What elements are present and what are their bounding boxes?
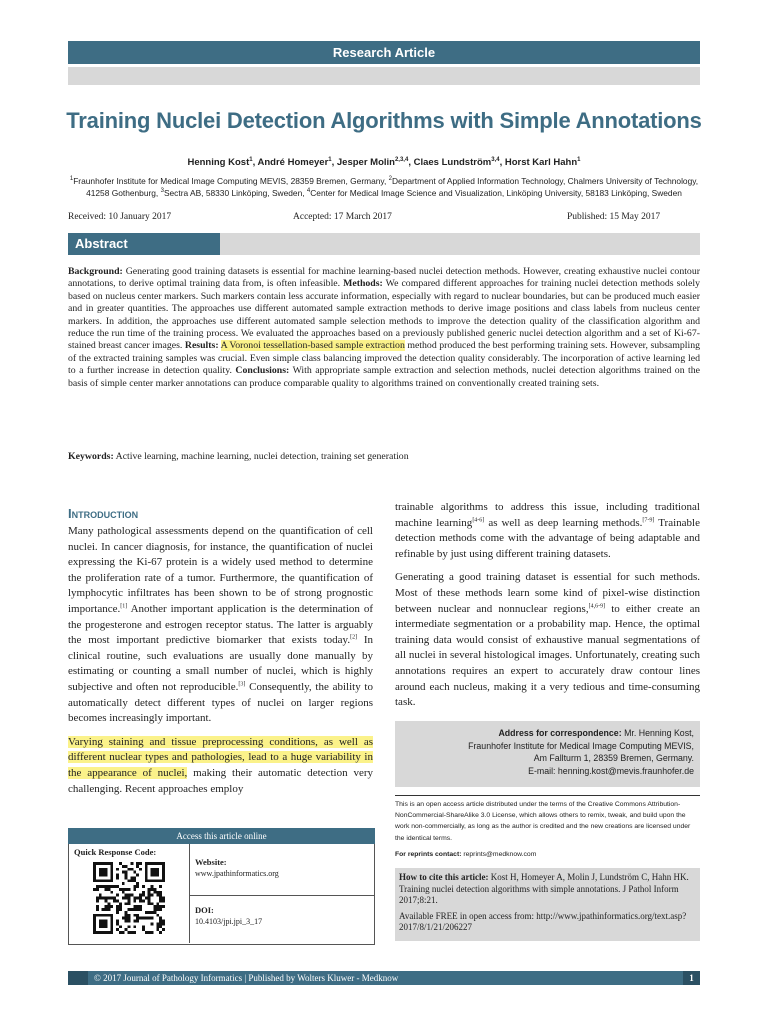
reprints-email-link[interactable]: reprints@medknow.com xyxy=(461,851,537,858)
open-access-link[interactable]: Available FREE in open access from: http://www.jpathinformatics.org/text.asp?2017/8/1/21/206227 xyxy=(399,910,687,932)
doi-link[interactable]: 10.4103/jpi.jpi_3_17 xyxy=(195,917,263,926)
article-type-banner: Research Article xyxy=(68,41,700,64)
citation-link[interactable]: [3] xyxy=(238,681,246,688)
author-name: Claes Lundström xyxy=(413,157,492,168)
website-link[interactable]: www.jpathinformatics.org xyxy=(195,869,279,878)
header-gray-strip xyxy=(68,67,700,85)
affiliations: $^1$Fraunhofer Institute for Medical Image Computing MEVIS, 28359 Bremen, Germany, $^2$Department of Applied Information Technology, Chalmers University of Technology, 41258 Gothenburg, $^3$Sectra AB, 58330 Linköping, Sweden, $^4$Center for Medical Image Science and Visualization, Linköping University, 58183 Linköping, Sweden xyxy=(69,176,699,198)
footer-left-block xyxy=(68,971,88,985)
author-name: Horst Karl Hahn xyxy=(504,157,578,168)
highlight: Varying staining and tissue preprocessing conditions, as well as different nuclear types and pathologies, lead to a huge variability in the appearance of nuclei, xyxy=(68,735,373,779)
citation-link[interactable]: [2] xyxy=(350,634,358,641)
license-text: This is an open access article distributed under the terms of the Creative Commons Attribution-NonCommercial-ShareAlike 3.0 License, which allows others to remix, tweak, and build upon the work non-commercially, as long as the author is credited and the new creations are licensed under the identical terms. xyxy=(395,801,691,842)
doi-label: DOI: xyxy=(195,905,214,915)
author-list: Henning Kost$^1$, André Homeyer$^1$, Jesper Molin$^{2,3,4}$, Claes Lundström$^{3,4}$, Horst Karl Hahn$^1$ xyxy=(187,156,581,168)
citation-link[interactable]: [1] xyxy=(120,603,128,610)
abstract-body: Background: Generating good training datasets is essential for machine learning-based nuclei detection methods. However, creating exhaustive nuclei contour annotations, to derive optimal training data from, is often infeasible. Methods: We compared different approaches for training nuclei detection methods solely based on nucleus center markers. Such markers contain less accurate information, especially with regard to nuclear boundaries, but can be produced much easier and in greater quantities. The approaches use different automated sample extraction methods to derive image positions and class labels from nucleus center markers. In addition, the approaches use different automated sample selection methods to improve the detection quality of the classification algorithm and reduce the run time of the training process. We evaluated the approaches based on a previously published generic nuclei detection algorithm and a set of Ki-67-stained breast cancer images. Results: A Voronoi tessellation-based sample extraction method produced the best performing training sets. However, subsampling of the extracted training samples was crucial. Even simple class balancing improved the detection quality considerably. The incorporation of active learning led to a further increase in detection quality. Conclusions: With appropriate sample extraction and selection methods, nuclei detection algorithms trained on the basis of simple center marker annotations can produce comparable quality to algorithms trained on conventionally created training sets. xyxy=(68,266,701,389)
article-title: Training Nuclei Detection Algorithms with Simple Annotations xyxy=(66,108,702,133)
highlight: A Voronoi tessellation-based sample extraction xyxy=(220,340,405,352)
citation-link[interactable]: [4,6-9] xyxy=(588,602,606,609)
qr-code-icon[interactable] xyxy=(93,862,165,934)
section-heading-introduction: Introduction xyxy=(68,506,139,521)
left-column xyxy=(68,524,373,797)
paragraph: Generating a good training dataset is essential for such methods. Most of these methods learn some kind of pixel-wise distinction between nuclear and nonnuclear regions,[4,6-9] to either create an intermediate segmentation or a probability map. Hence, the optimal training data would consist of exhaustive manual segmentations of all nuclei in several histological images. Unfortunately, creating such annotations requires an expert to accurately draw contour lines around each nucleus, making it a very tedious and time-consuming task. xyxy=(395,571,700,709)
reprints-contact: For reprints contact: reprints@medknow.com xyxy=(395,851,537,858)
website-label: Website: xyxy=(195,857,227,867)
paragraph: Varying staining and tissue preprocessing conditions, as well as different nuclear types and pathologies, lead to a huge variability in the appearance of nuclei, making their automatic detection very challenging. Recent approaches employ xyxy=(68,735,373,795)
citation-link[interactable]: [7-9] xyxy=(642,516,655,523)
citation-text: How to cite this article: Kost H, Homeyer A, Molin J, Lundström C, Hahn HK. Training nuclei detection algorithms with simple annotations. J Pathol Inform 2017;8:21. Available FREE in open access from: http://www.jpathinformatics.org/text.asp?2017/8/1/21/206227 xyxy=(399,872,696,934)
abstract-gray-strip xyxy=(220,233,700,255)
access-heading: Access this article online xyxy=(68,828,375,844)
page-number: 1 xyxy=(683,971,700,985)
received-date: Received: 10 January 2017 xyxy=(68,212,172,222)
qr-label: Quick Response Code: xyxy=(74,847,157,857)
paragraph: Many pathological assessments depend on the quantification of cell nuclei. In cancer diagnosis, for instance, the quantification of nuclei expressing the Ki-67 protein is a widely used method to determine the proliferation rate of a tumor. Furthermore, the quantification of lymphocytic infiltrates has been shown to be of strong prognostic importance.[1] Another important application is the determination of the progesterone and estrogen receptor status. The latter is arguably the most important predictive biomarker that exists today.[2] In clinical routine, such evaluations are usually done manually by estimating or counting a small number of nuclei, which is highly subjective and often not reproducible.[3] Consequently, the ability to automatically detect different types of nuclei on larger regions becomes increasingly important. xyxy=(68,525,373,725)
divider xyxy=(190,895,374,896)
published-date: Published: 15 May 2017 xyxy=(567,212,661,222)
author-name: André Homeyer xyxy=(257,157,329,168)
author-name: Jesper Molin xyxy=(336,157,395,168)
author-name: Henning Kost xyxy=(187,157,250,168)
abstract-heading: Abstract xyxy=(68,233,220,255)
right-column xyxy=(395,500,700,711)
email-link[interactable]: E-mail: henning.kost@mevis.fraunhofer.de xyxy=(528,765,694,776)
citation-link[interactable]: [4-6] xyxy=(472,516,485,523)
paragraph: trainable algorithms to address this issue, including traditional machine learning[4-6] as well as deep learning methods.[7-9] Trainable detection methods come with the advantage of being adaptable and refinable by just using different training datasets. xyxy=(395,501,700,560)
divider xyxy=(395,795,700,796)
correspondence-text: Address for correspondence: Mr. Henning Kost, Fraunhofer Institute for Medical Image Computing MEVIS, Am Fallturm 1, 28359 Bremen, Germany. E-mail: henning.kost@mevis.fraunhofer.de xyxy=(400,727,694,777)
keywords: Keywords: Active learning, machine learning, nuclei detection, training set generation xyxy=(68,451,409,462)
accepted-date: Accepted: 17 March 2017 xyxy=(293,212,392,222)
footer-copyright: © 2017 Journal of Pathology Informatics | Published by Wolters Kluwer - Medknow xyxy=(94,973,399,983)
